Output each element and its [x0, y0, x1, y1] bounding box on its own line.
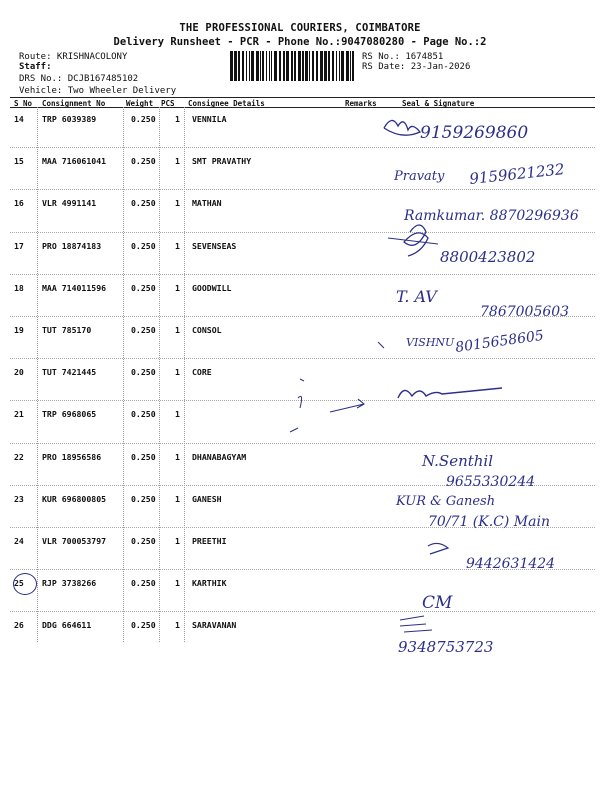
- handwritten-phone-r26: 9348753723: [398, 638, 494, 656]
- signature-scribble: [398, 388, 502, 398]
- row-divider: [10, 316, 595, 317]
- drs-number: DRS No.: DCJB167485102: [19, 74, 139, 84]
- barcode-bar: [298, 51, 301, 81]
- barcode-image: [230, 51, 358, 81]
- row-weight: 0.250: [131, 198, 156, 209]
- barcode-bar: [242, 51, 244, 81]
- table-row: [0, 536, 600, 556]
- row-consignment: TRP 6968065: [42, 409, 97, 420]
- row-pcs: 1: [175, 578, 180, 589]
- barcode-bar: [332, 51, 334, 81]
- row-consignment: MAA 714011596: [42, 282, 107, 293]
- row-weight: 0.250: [131, 367, 156, 378]
- row-weight: 0.250: [131, 451, 156, 462]
- header-top-rule: [10, 97, 595, 98]
- barcode-bar: [266, 51, 267, 81]
- row-25-circle-mark: [13, 573, 37, 595]
- row-weight: 0.250: [131, 240, 156, 251]
- handwritten-phone-r17: 8800423802: [440, 248, 536, 266]
- col-remarks-header: Remarks: [345, 99, 377, 108]
- row-weight: 0.250: [131, 114, 156, 124]
- row-consignee: SMT PRAVATHY: [192, 156, 252, 167]
- row-divider: [10, 569, 595, 570]
- handwritten-phone-r15: 9159621232: [468, 160, 566, 188]
- row-consignee: CONSOL: [192, 325, 222, 335]
- col-pcs-header: PCS: [161, 99, 175, 108]
- table-row: [0, 241, 600, 261]
- row-consignment: TUT 7421445: [42, 367, 97, 378]
- barcode-bar: [283, 51, 285, 81]
- row-pcs: 1: [175, 409, 180, 420]
- row-consignment: RJP 3738266: [42, 578, 97, 589]
- handwritten-address-r23: 70/71 (K.C) Main: [428, 514, 550, 530]
- row-consignment: MAA 716061041: [42, 156, 107, 167]
- barcode-bar: [260, 51, 261, 81]
- row-sno: 21: [14, 409, 24, 420]
- barcode-bar: [269, 51, 270, 81]
- row-divider: [10, 232, 595, 233]
- barcode-bar: [328, 51, 330, 81]
- row-pcs: 1: [175, 282, 180, 293]
- row-weight: 0.250: [131, 282, 156, 293]
- row-divider: [10, 443, 595, 444]
- barcode-bar: [352, 51, 354, 81]
- barcode-bar: [251, 51, 254, 81]
- handwritten-name-r23: KUR & Ganesh: [396, 494, 496, 509]
- row-consignment: TUT 785170: [42, 325, 92, 335]
- row-pcs: 1: [175, 114, 180, 124]
- row-pcs: 1: [175, 451, 180, 462]
- row-sno: 23: [14, 493, 24, 504]
- barcode-bar: [238, 51, 240, 81]
- row-weight: 0.250: [131, 325, 156, 335]
- row-pcs: 1: [175, 367, 180, 378]
- row-divider: [10, 189, 595, 190]
- row-sno: 26: [14, 620, 24, 631]
- row-consignee: MATHAN: [192, 198, 222, 209]
- company-title: THE PROFESSIONAL COURIERS, COIMBATORE: [179, 22, 421, 34]
- row-divider: [10, 147, 595, 148]
- table-row: [0, 452, 600, 472]
- table-row: [0, 409, 600, 429]
- barcode-bar: [339, 51, 340, 81]
- barcode-bar: [262, 51, 264, 81]
- row-sno: 19: [14, 325, 24, 335]
- row-pcs: 1: [175, 493, 180, 504]
- row-consignee: PREETHI: [192, 536, 227, 546]
- row-sno: 22: [14, 451, 24, 462]
- barcode-bar: [246, 51, 247, 81]
- row-pcs: 1: [175, 325, 180, 335]
- table-row: [0, 494, 600, 514]
- row-consignment: VLR 4991141: [42, 198, 97, 209]
- barcode-bar: [316, 51, 318, 81]
- barcode-bar: [350, 51, 351, 81]
- row-consignee: CORE: [192, 367, 212, 378]
- vehicle-label: Vehicle: Two Wheeler Delivery: [19, 86, 177, 96]
- barcode-bar: [312, 51, 314, 81]
- row-consignment: KUR 696800805: [42, 493, 107, 504]
- barcode-bar: [271, 51, 272, 81]
- row-sno: 20: [14, 367, 24, 378]
- header-bottom-rule: [10, 107, 595, 108]
- barcode-bar: [324, 51, 327, 81]
- col-consignee-header: Consignee Details: [188, 99, 265, 108]
- row-consignee: DHANABAGYAM: [192, 451, 247, 462]
- table-row: [0, 578, 600, 598]
- table-row: [0, 325, 600, 345]
- row-consignment: TRP 6039389: [42, 114, 97, 124]
- runsheet-subtitle: Delivery Runsheet - PCR - Phone No.:9047080280 - Page No.:2: [113, 36, 487, 48]
- row-divider: [10, 358, 595, 359]
- handwritten-name-r22: N.Senthil: [422, 452, 494, 470]
- handwritten-phone-r18: 7867005603: [480, 304, 570, 320]
- row-divider: [10, 485, 595, 486]
- row-consignee: GOODWILL: [192, 282, 232, 293]
- row-pcs: 1: [175, 620, 180, 631]
- row-weight: 0.250: [131, 156, 156, 167]
- row-weight: 0.250: [131, 493, 156, 504]
- barcode-bar: [249, 51, 250, 81]
- barcode-bar: [234, 51, 237, 81]
- row-consignment: PRO 18956586: [42, 451, 102, 462]
- row-weight: 0.250: [131, 536, 156, 546]
- barcode-bar: [309, 51, 310, 81]
- row-pcs: 1: [175, 536, 180, 546]
- barcode-bar: [346, 51, 349, 81]
- rs-number: RS No.: 1674851: [362, 52, 444, 62]
- row-sno: 16: [14, 198, 24, 209]
- table-row: [0, 620, 600, 640]
- row-consignment: DDG 664611: [42, 620, 92, 631]
- col-weight-header: Weight: [126, 99, 154, 108]
- route-label: Route: KRISHNACOLONY: [19, 52, 128, 62]
- row-pcs: 1: [175, 198, 180, 209]
- handwritten-name-r18: T. AV: [396, 287, 437, 306]
- table-row: [0, 156, 600, 176]
- row-consignee: SARAVANAN: [192, 620, 237, 631]
- barcode-bar: [286, 51, 289, 81]
- handwritten-phone-r22: 9655330244: [446, 474, 536, 490]
- barcode-bar: [230, 51, 233, 81]
- row-sno: 14: [14, 114, 24, 124]
- table-row: [0, 367, 600, 387]
- row-weight: 0.250: [131, 578, 156, 589]
- barcode-bar: [302, 51, 304, 81]
- row-consignee: GANESH: [192, 493, 222, 504]
- table-row: [0, 114, 600, 134]
- row-pcs: 1: [175, 156, 180, 167]
- barcode-bar: [291, 51, 293, 81]
- barcode-bar: [336, 51, 337, 81]
- handwritten-r25: CM: [422, 593, 453, 613]
- handwritten-phone-r24: 9442631424: [466, 556, 556, 572]
- table-row: [0, 283, 600, 303]
- handwritten-phone-r19: 8015658605: [454, 327, 545, 356]
- barcode-bar: [320, 51, 323, 81]
- col-consignment-header: Consignment No: [42, 99, 106, 108]
- barcode-bar: [256, 51, 259, 81]
- handwritten-name-r15: Pravaty: [394, 169, 445, 184]
- barcode-bar: [294, 51, 296, 81]
- row-weight: 0.250: [131, 620, 156, 631]
- row-divider: [10, 400, 595, 401]
- barcode-bar: [341, 51, 344, 81]
- table-row: [0, 198, 600, 218]
- row-sno: 15: [14, 156, 24, 167]
- handwritten-phone-r14: 9159269860: [420, 123, 529, 143]
- row-pcs: 1: [175, 240, 180, 251]
- row-consignment: PRO 18874183: [42, 240, 102, 251]
- row-sno: 18: [14, 282, 24, 293]
- row-consignee: KARTHIK: [192, 578, 227, 589]
- barcode-bar: [274, 51, 277, 81]
- row-sno: 25: [14, 578, 24, 589]
- rs-date: RS Date: 23-Jan-2026: [362, 62, 471, 72]
- row-divider: [10, 611, 595, 612]
- pen-mark: [298, 396, 302, 408]
- row-weight: 0.250: [131, 409, 156, 420]
- col-sno-header: S No: [14, 99, 33, 108]
- barcode-bar: [305, 51, 308, 81]
- row-divider: [10, 527, 595, 528]
- row-consignee: SEVENSEAS: [192, 240, 237, 251]
- row-divider: [10, 274, 595, 275]
- staff-label: Staff:: [19, 62, 52, 72]
- barcode-bar: [279, 51, 281, 81]
- handwritten-r16: Ramkumar. 8870296936: [404, 208, 579, 224]
- handwritten-name-r19: VISHNU: [406, 336, 455, 349]
- col-seal-header: Seal & Signature: [402, 99, 475, 108]
- row-consignee: VENNILA: [192, 114, 227, 124]
- row-sno: 24: [14, 536, 24, 546]
- row-sno: 17: [14, 240, 24, 251]
- row-consignment: VLR 700053797: [42, 536, 107, 546]
